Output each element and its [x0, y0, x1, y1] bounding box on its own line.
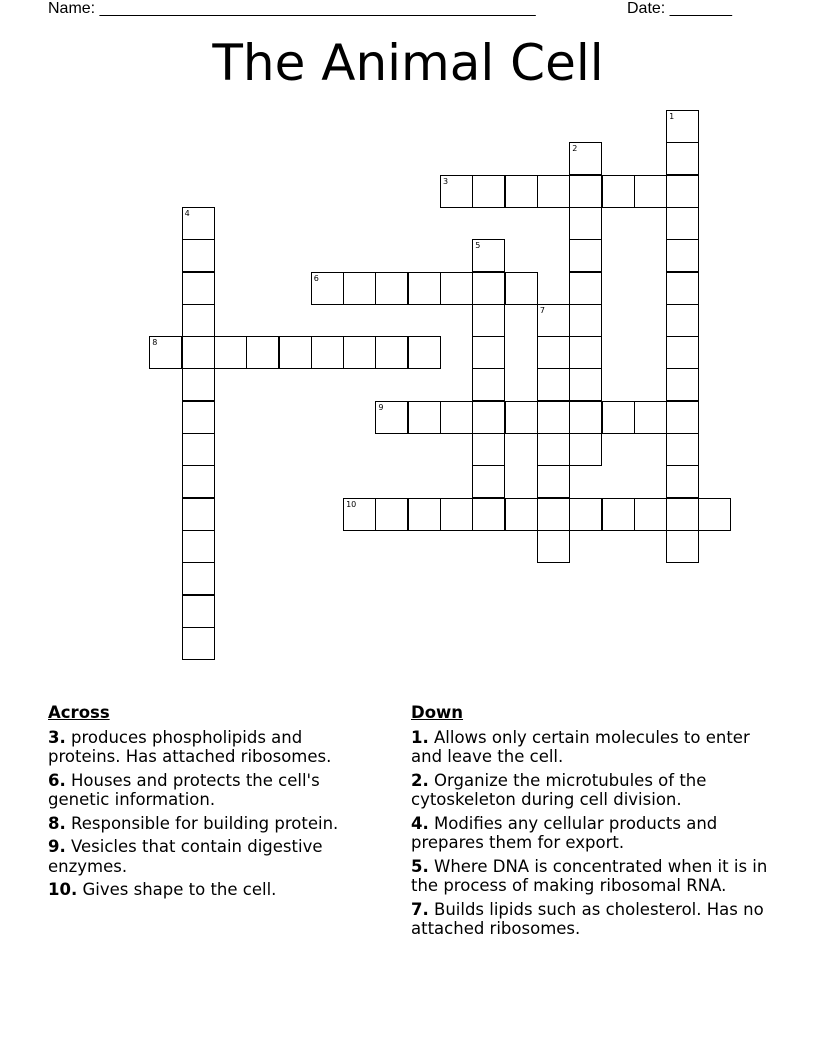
crossword-cell[interactable] — [666, 401, 699, 434]
crossword-cell[interactable] — [666, 433, 699, 466]
crossword-cell[interactable] — [666, 304, 699, 337]
clue-text: Where DNA is concentrated when it is in the process of making ribosomal RNA. — [411, 856, 768, 895]
crossword-cell[interactable] — [537, 304, 570, 337]
cell-number: 8 — [152, 338, 158, 348]
clue-number: 10. — [48, 880, 78, 899]
crossword-cell[interactable] — [569, 175, 602, 208]
crossword-cell[interactable] — [408, 272, 441, 305]
clue-across-3 — [48, 728, 378, 767]
cell-number: 7 — [539, 305, 545, 315]
crossword-cell[interactable] — [537, 433, 570, 466]
crossword-cell[interactable] — [537, 401, 570, 434]
clue-text: Vesicles that contain digestive enzymes. — [48, 837, 323, 876]
crossword-cell[interactable] — [634, 498, 667, 531]
crossword-cell[interactable] — [569, 272, 602, 305]
clue-down-5 — [411, 857, 771, 896]
down-clues — [411, 703, 771, 943]
crossword-cell[interactable] — [408, 336, 441, 369]
crossword-cell[interactable] — [279, 336, 312, 369]
clue-number: 8. — [48, 813, 66, 833]
clue-down-7 — [411, 900, 771, 939]
crossword-cell[interactable] — [602, 498, 635, 531]
crossword-cell[interactable] — [472, 465, 505, 498]
crossword-cell[interactable] — [537, 530, 570, 563]
crossword-cell[interactable] — [602, 175, 635, 208]
crossword-cell[interactable] — [569, 304, 602, 337]
crossword-cell[interactable] — [182, 595, 215, 628]
clue-text: Modifies any cellular products and prepares them for export. — [411, 813, 718, 852]
crossword-cell[interactable] — [246, 336, 279, 369]
crossword-cell[interactable] — [569, 336, 602, 369]
crossword-cell[interactable] — [666, 498, 699, 531]
page-title: The Animal Cell — [212, 34, 604, 92]
crossword-cell[interactable] — [375, 498, 408, 531]
clue-number: 2. — [411, 770, 429, 790]
across-clues — [48, 703, 378, 904]
crossword-cell[interactable] — [472, 401, 505, 434]
clue-number: 6. — [48, 770, 66, 790]
crossword-cell[interactable] — [537, 465, 570, 498]
crossword-cell[interactable] — [505, 498, 538, 531]
crossword-cell[interactable] — [408, 401, 441, 434]
clue-number: 3. — [48, 727, 66, 747]
crossword-cell[interactable] — [182, 304, 215, 337]
crossword-cell[interactable] — [182, 465, 215, 498]
crossword-cell[interactable] — [666, 207, 699, 240]
crossword-cell[interactable] — [698, 498, 731, 531]
crossword-cell[interactable] — [569, 498, 602, 531]
crossword-cell[interactable] — [182, 239, 215, 272]
clue-text: Allows only certain molecules to enter and leave the cell. — [411, 727, 750, 766]
crossword-cell[interactable] — [182, 530, 215, 563]
crossword-cell[interactable] — [440, 175, 473, 208]
crossword-cell[interactable] — [569, 207, 602, 240]
down-heading: Down — [411, 703, 464, 722]
clue-number: 1. — [411, 727, 429, 747]
crossword-cell[interactable] — [375, 401, 408, 434]
clue-text: Gives shape to the cell. — [82, 880, 277, 899]
cell-number: 5 — [475, 241, 481, 251]
crossword-cell[interactable] — [634, 401, 667, 434]
crossword-cell[interactable] — [569, 239, 602, 272]
crossword-cell[interactable] — [569, 142, 602, 175]
clue-number: 7. — [411, 899, 429, 919]
crossword-cell[interactable] — [602, 401, 635, 434]
clue-down-1 — [411, 728, 771, 767]
crossword-cell[interactable] — [472, 336, 505, 369]
crossword-cell[interactable] — [666, 142, 699, 175]
crossword-cell[interactable] — [666, 110, 699, 143]
clue-down-4 — [411, 814, 771, 853]
crossword-cell[interactable] — [311, 336, 344, 369]
clue-text: Responsible for building protein. — [71, 813, 339, 833]
cell-number: 9 — [378, 402, 384, 412]
crossword-cell[interactable] — [472, 175, 505, 208]
crossword-cell[interactable] — [537, 175, 570, 208]
crossword-cell[interactable] — [569, 433, 602, 466]
crossword-cell[interactable] — [182, 433, 215, 466]
crossword-cell[interactable] — [505, 272, 538, 305]
crossword-cell[interactable] — [440, 401, 473, 434]
crossword-cell[interactable] — [472, 239, 505, 272]
crossword-cell[interactable] — [472, 498, 505, 531]
crossword-cell[interactable] — [182, 562, 215, 595]
crossword-cell[interactable] — [182, 272, 215, 305]
crossword-cell[interactable] — [634, 175, 667, 208]
crossword-cell[interactable] — [666, 465, 699, 498]
crossword-cell[interactable] — [440, 272, 473, 305]
crossword-cell[interactable] — [311, 272, 344, 305]
crossword-cell[interactable] — [375, 336, 408, 369]
cell-number: 2 — [572, 144, 578, 154]
clue-text: produces phospholipids and proteins. Has attached ribosomes. — [48, 727, 332, 766]
cell-number: 4 — [184, 208, 190, 218]
clue-text: Houses and protects the cell's genetic information. — [48, 770, 320, 809]
crossword-cell[interactable] — [440, 498, 473, 531]
crossword-cell[interactable] — [569, 368, 602, 401]
crossword-cell[interactable] — [182, 401, 215, 434]
crossword-cell[interactable] — [472, 272, 505, 305]
crossword-cell[interactable] — [214, 336, 247, 369]
crossword-cell[interactable] — [666, 368, 699, 401]
crossword-cell[interactable] — [472, 304, 505, 337]
clue-text: Builds lipids such as cholesterol. Has no attached ribosomes. — [411, 899, 764, 938]
date-field[interactable]: Date: _______ — [627, 0, 732, 17]
clue-across-9 — [48, 837, 378, 876]
clue-across-8 — [48, 814, 378, 834]
crossword-cell[interactable] — [375, 272, 408, 305]
crossword-cell[interactable] — [666, 272, 699, 305]
crossword-cell[interactable] — [182, 498, 215, 531]
crossword-cell[interactable] — [505, 401, 538, 434]
crossword-cell[interactable] — [182, 368, 215, 401]
clue-number: 9. — [48, 837, 66, 856]
crossword-cell[interactable] — [149, 336, 182, 369]
crossword-cell[interactable] — [666, 239, 699, 272]
cell-number: 3 — [443, 176, 449, 186]
crossword-cell[interactable] — [666, 336, 699, 369]
crossword-cell[interactable] — [666, 530, 699, 563]
cell-number: 6 — [313, 273, 319, 283]
crossword-cell[interactable] — [182, 207, 215, 240]
crossword-cell[interactable] — [537, 336, 570, 369]
crossword-cell[interactable] — [666, 175, 699, 208]
clue-across-6 — [48, 771, 378, 810]
clue-number: 4. — [411, 813, 429, 833]
crossword-cell[interactable] — [472, 368, 505, 401]
crossword-cell[interactable] — [343, 336, 376, 369]
crossword-cell[interactable] — [182, 627, 215, 660]
crossword-cell[interactable] — [408, 498, 441, 531]
across-heading: Across — [48, 703, 110, 722]
crossword-cell[interactable] — [505, 175, 538, 208]
name-field[interactable]: Name: _________________________________________________ — [48, 0, 536, 17]
cell-number: 1 — [669, 112, 675, 121]
crossword-cell[interactable] — [182, 336, 215, 369]
crossword-cell[interactable] — [343, 272, 376, 305]
clue-across-10 — [48, 880, 378, 900]
cell-number: 10 — [346, 499, 357, 509]
clue-number: 5. — [411, 856, 429, 876]
clue-down-2 — [411, 771, 771, 810]
crossword-cell[interactable] — [569, 401, 602, 434]
clue-text: Organize the microtubules of the cytoskeleton during cell division. — [411, 770, 707, 809]
crossword-cell[interactable] — [343, 498, 376, 531]
crossword-cell[interactable] — [537, 368, 570, 401]
crossword-cell[interactable] — [472, 433, 505, 466]
crossword-cell[interactable] — [537, 498, 570, 531]
